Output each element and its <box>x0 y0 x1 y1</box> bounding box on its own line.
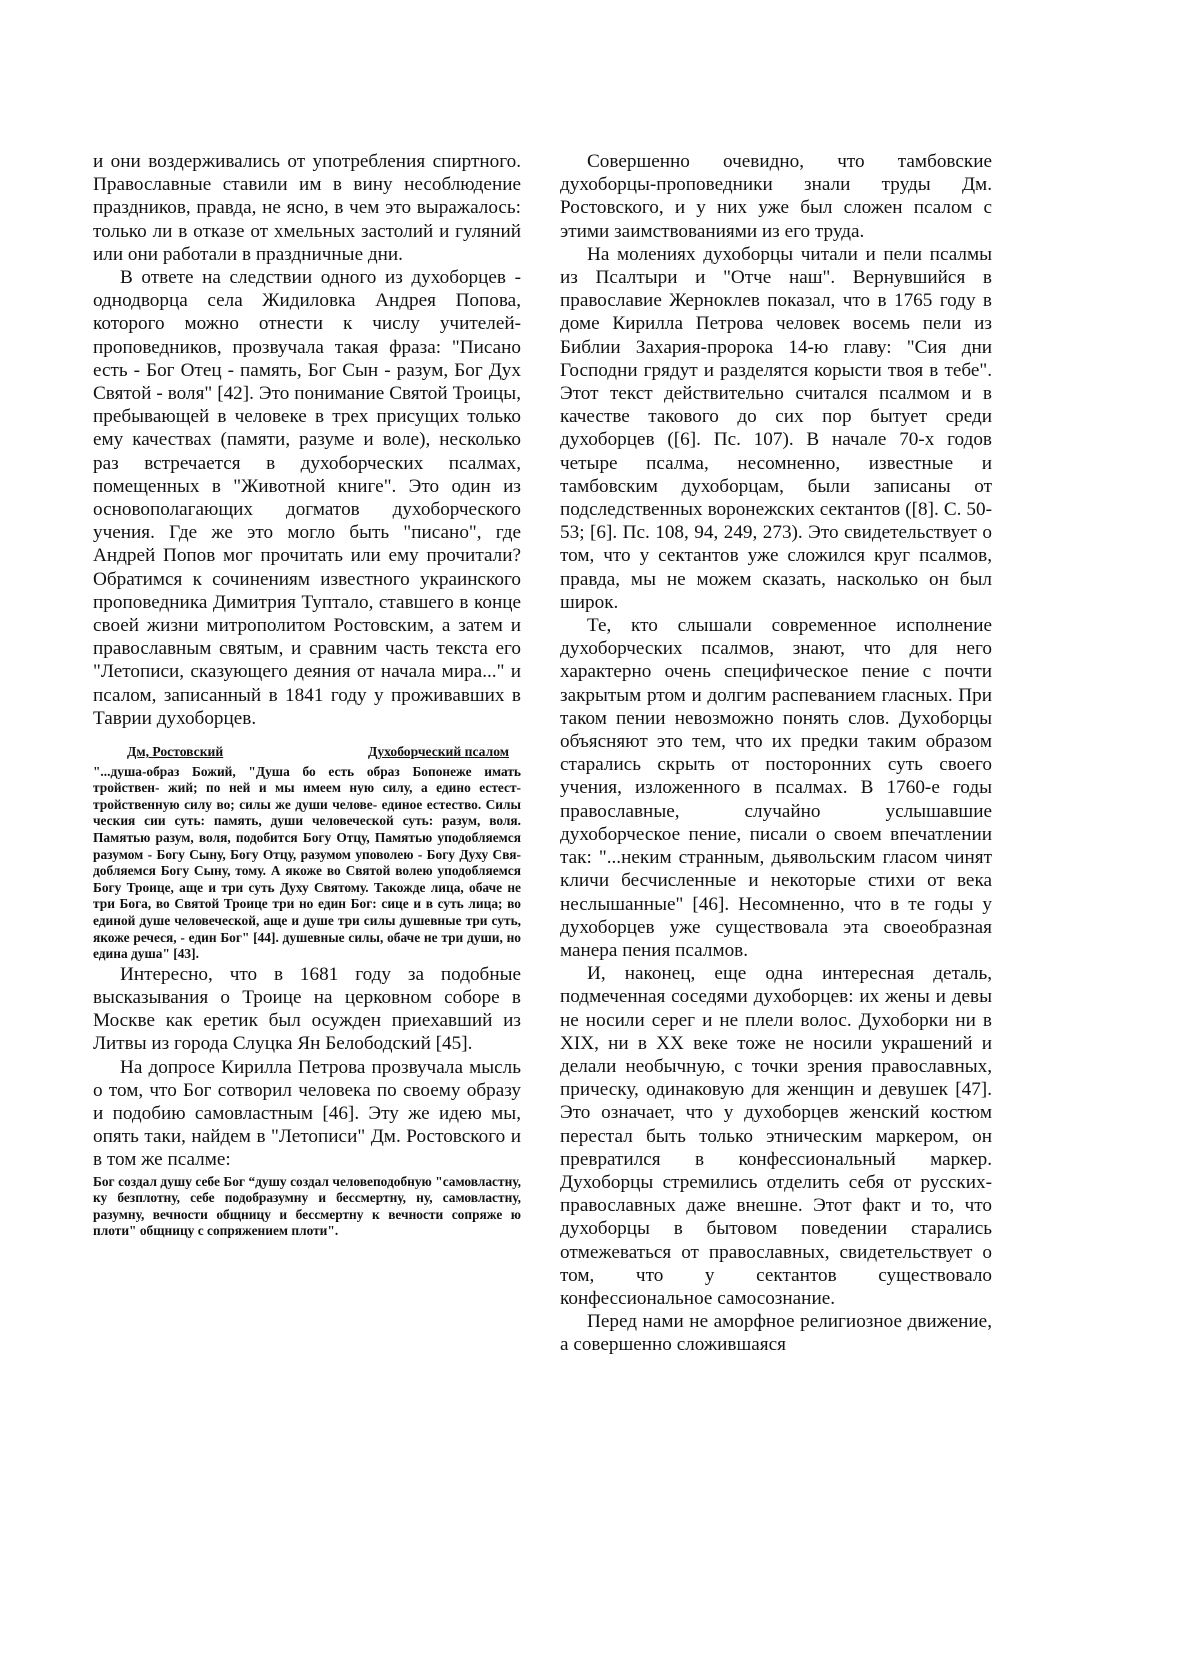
left-column <box>93 150 521 1240</box>
comparison-header-right: Духоборческий псалом <box>367 744 509 760</box>
comparison-block-soul: Бог создал душу себе Бог “душу создал человеподобную "самовластну, ку безплотну, себе подобразумну и бессмертну, ну, самовластну, разумну, вечности общницу и бессмертну к вечности сопряже ю плоти" общницу с сопряжением плоти". <box>93 1173 521 1239</box>
right-paragraph-4: И, наконец, еще одна интересная деталь, подмеченная соседями духоборцев: их жены и девы не носили серег и не плели волос. Духоборки ни в XIX, ни в XX веке тоже не носили украшений и делали необычную, с точки зрения православных, прическу, одинаковую для женщин и девушек [47]. Это означает, что у духоборцев женский костюм перестал быть только этническим маркером, он превратился в конфессиональный маркер. Духоборцы стремились отделить себя от русских-православных даже внешне. Этот факт и то, что духоборцы в бытовом поведении старались отмежеваться от православных, свидетельствует о том, что у сектантов существовало конфессиональное самосознание. <box>560 963 992 1309</box>
right-paragraph-5: Перед нами не аморфное религиозное движение, а совершенно сложившаяся <box>560 1311 992 1356</box>
comparison-header-left: Дм, Ростовский <box>127 744 224 760</box>
right-column <box>560 150 992 1357</box>
right-paragraph-3: Те, кто слышали современное исполнение духоборческих псалмов, знают, что для него характерно очень специфическое пение с почти закрытым ртом и долгим распеванием гласных. При таком пении невозможно понять слов. Духоборцы объясняют это тем, что их предки таким образом старались скрыть от посторонних суть своего учения, изложенного в псалмах. В 1760-е годы православные, случайно услышавшие духоборческое пение, писали о своем впечатлении так: "...неким странным, дьявольским гласом чинят кличи бесчисленные и некоторые стихи от века неслышанные" [46]. Несомненно, что в те годы у духоборцев уже существовала эта своеобразная манера пения псалмов. <box>560 615 992 961</box>
right-paragraph-1: Совершенно очевидно, что тамбовские духоборцы-проповедники знали труды Дм. Ростовского, и у них уже был сложен псалом с этими заимствованиями из его труда. <box>560 151 992 242</box>
left-paragraph-4: На допросе Кирилла Петрова прозвучала мысль о том, что Бог сотворил человека по своему образу и подобию самовластным [46]. Эту же идею мы, опять таки, найдем в "Летописи" Дм. Ростовского и в том же псалме: <box>93 1056 521 1171</box>
right-paragraph-2: На молениях духоборцы читали и пели псалмы из Псалтыри и "Отче наш". Вернувшийся в православие Жерноклев показал, что в 1765 году в доме Кирилла Петрова человек восемь пели из Библии Захария-пророка 14-ю главу: "Сия дни Господни грядут и разделятся корысти твоя в тебе". Этот текст действительно считался псалмом и в качестве такового до сих пор бытует среди духоборцев ([6]. Пс. 107). В начале 70-х годов четыре псалма, несомненно, известные и тамбовским духоборцам, были записаны от подследственных воронежских сектантов ([8]. С. 50-53; [6]. Пс. 108, 94, 249, 273). Это свидетельствует о том, что у сектантов уже сложился круг псалмов, правда, мы не можем сказать, насколько он был широк. <box>560 243 992 613</box>
left-paragraph-3: Интересно, что в 1681 году за подобные высказывания о Троице на церковном соборе в Москве как еретик был осужден приехавший из Литвы из города Слуцка Ян Белободский [45]. <box>93 963 521 1055</box>
comparison-text: "...душа-образ Божий, "Душа бо есть образ Бопонеже имать тройствен- жий; по ней и мы имеем ную силу, а едино естест- тройственную силу во; силы же души челове- единое естество. Силы ческия сии суть: память, души человеческой суть: разум, воля. Памятью разум, воля, подобится Богу Отцу, Памятью уподобляемся разумом - Богу Сыну, Богу Отцу, разумом уповолею - Богу Духу Свя- добляемся Богу Сыну, тому. А якоже во Святой волею уподобляемся Богу Троице, аще и три суть Духу Святому. Такожде лица, обаче не три Бога, во Святой Троице три но един Бог: сице и в суть лица; во единой душе человеческой, аще и душе три силы душевные три суть, якоже речеся, - един Бог" [44]. душевные силы, обаче не три души, но едина душа" [43]. <box>93 763 521 962</box>
comparison-block-trinity <box>93 744 521 963</box>
left-paragraph-1: и они воздерживались от употребления спиртного. Православные ставили им в вину несоблюдение праздников, правда, не ясно, в чем это выражалось: только ли в отказе от хмельных застолий и гуляний или они работали в праздничные дни. <box>93 151 521 265</box>
comparison-header <box>93 744 521 761</box>
left-paragraph-2: В ответе на следствии одного из духоборцев - однодворца села Жидиловка Андрея Попова, которого можно отнести к числу учителей-проповедников, прозвучала такая фраза: "Писано есть - Бог Отец - память, Бог Сын - разум, Бог Дух Святой - воля" [42]. Это понимание Святой Троицы, пребывающей в человеке в трех присущих только ему качествах (памяти, разуме и воле), несколько раз встречается в духоборческих псалмах, помещенных в "Животной книге". Это один из основополагающих догматов духоборческого учения. Где же это могло быть "писано", где Андрей Попов мог прочитать или ему прочитали? Обратимся к сочинениям известного украинского проповедника Димитрия Туптало, ставшего в конце своей жизни митрополитом Ростовским, а затем и православным святым, и сравним часть текста его "Летописи, сказующего деяния от начала мира..." и псалом, записанный в 1841 году у проживавших в Таврии духоборцев. <box>93 267 521 729</box>
